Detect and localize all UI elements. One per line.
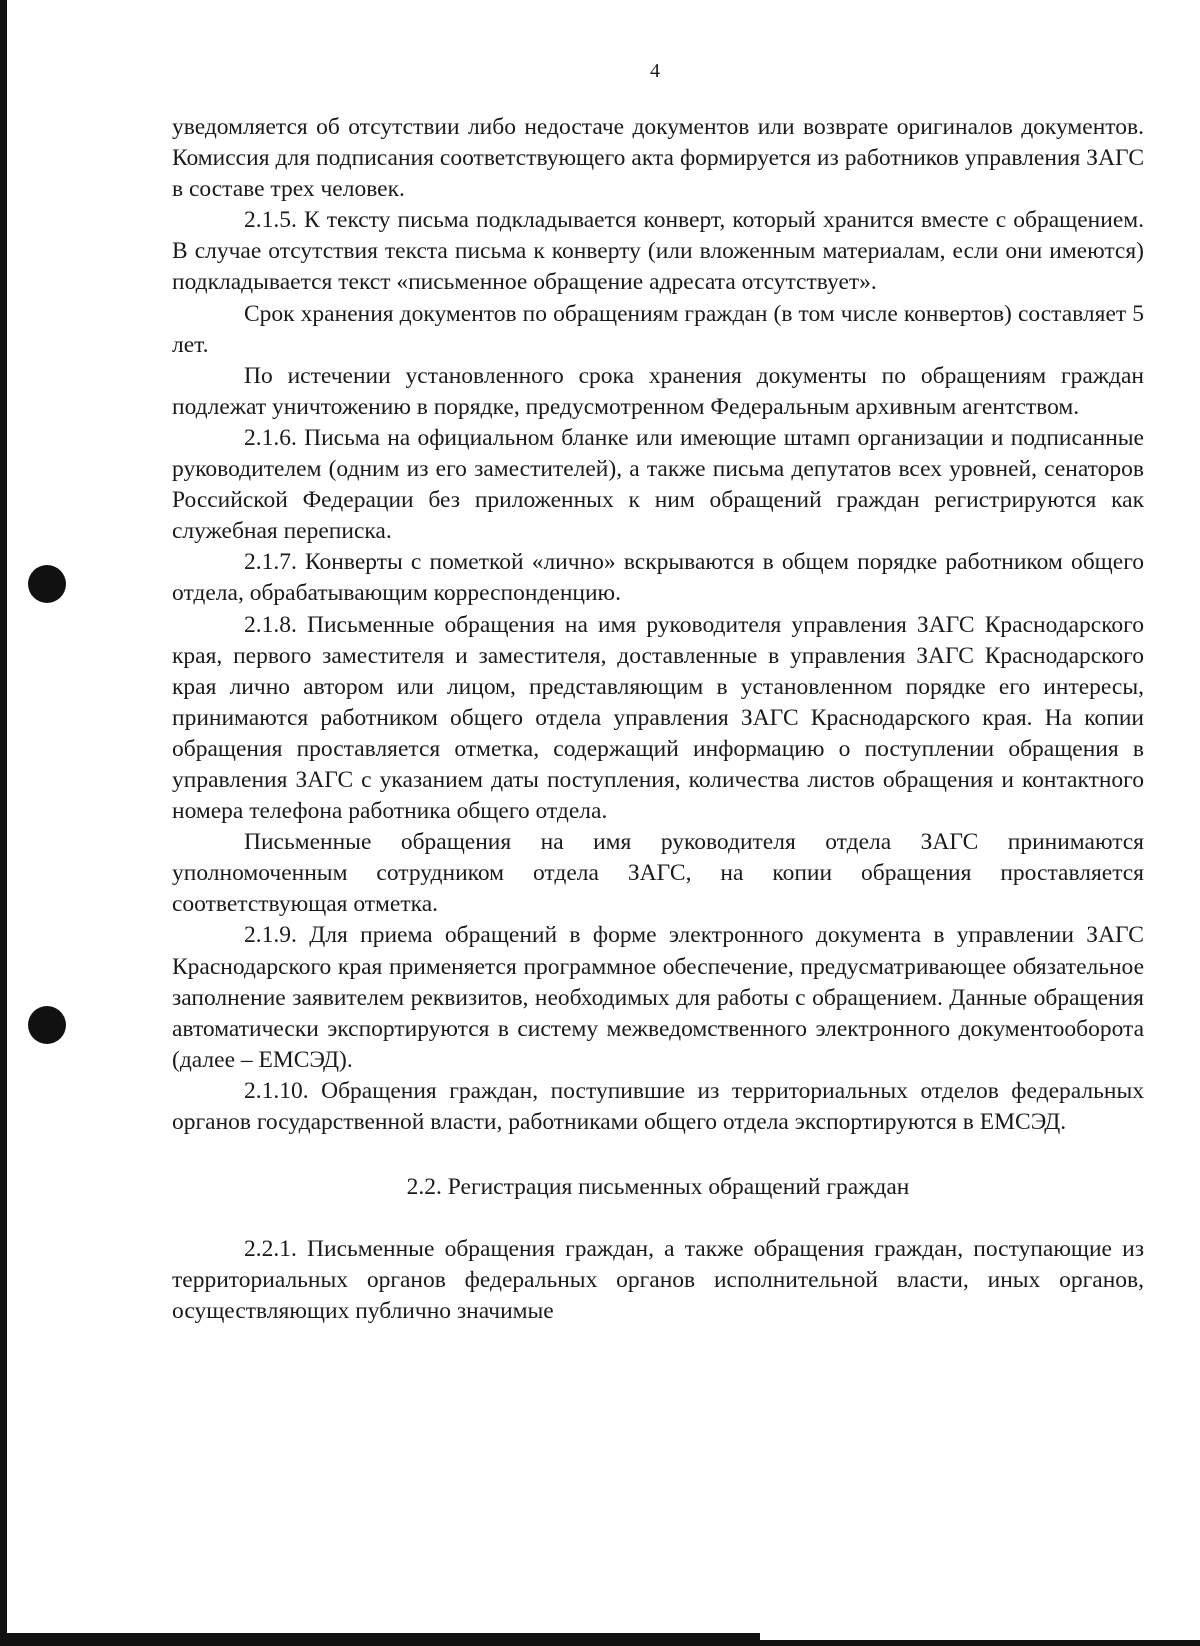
scan-edge-left [0,0,7,1646]
paragraph: 2.1.10. Обращения граждан, поступившие из территориальных отделов федеральных органов государственной власти, работниками общего отдела экспортируются в ЕМСЭД. [172,1077,1144,1135]
section-heading: 2.2. Регистрация письменных обращений граждан [406,1174,910,1201]
punch-hole-top [28,565,66,603]
paragraph: уведомляется об отсутствии либо недостаче документов или возврате оригиналов документов. Комиссия для подписания соответствующего акта формируется из работников управления ЗАГС в составе трех человек. [172,114,1144,203]
scan-edge-bottom [0,1633,760,1646]
page-number: 4 [650,60,660,82]
paragraph: 2.1.9. Для приема обращений в форме электронного документа в управлении ЗАГС Краснодарского края применяется программное обеспечение, предусматривающее обязательное заполнение заявителем реквизитов, необходимых для работы с обращением. Данные обращения автоматически экспортируются в систему межведомственного электронного документооборота (далее – ЕМСЭД). [172,922,1144,1073]
paragraph: По истечении установленного срока хранения документы по обращениям граждан подлежат уничтожению в порядке, предусмотренном Федеральным архивным агентством. [172,362,1144,420]
paragraph: Письменные обращения на имя руководителя отдела ЗАГС принимаются уполномоченным сотрудником отдела ЗАГС, на копии обращения проставляется соответствующая отметка. [172,829,1144,918]
scan-edge-bottom-thin [760,1640,1200,1646]
paragraph: 2.1.8. Письменные обращения на имя руководителя управления ЗАГС Краснодарского края, первого заместителя и заместителя, доставленные в управления ЗАГС Краснодарского края лично автором или лицом, представляющим в установленном порядке его интересы, принимаются работником общего отдела управления ЗАГС Краснодарского края. На копии обращения проставляется отметка, содержащий информацию о поступлении обращения в управления ЗАГС с указанием даты поступления, количества листов обращения и контактного номера телефона работника общего отдела. [172,611,1144,825]
paragraph: 2.2.1. Письменные обращения граждан, а также обращения граждан, поступающие из территориальных органов федеральных органов исполнительной власти, иных органов, осуществляющих публично значимые [172,1236,1144,1325]
paragraph: 2.1.5. К тексту письма подкладывается конверт, который хранится вместе с обращением. В случае отсутствия текста письма к конверту (или вложенным материалам, если они имеются) подкладывается текст «письменное обращение адресата отсутствует». [172,207,1144,296]
paragraph: 2.1.6. Письма на официальном бланке или имеющие штамп организации и подписанные руководителем (одним из его заместителей), а также письма депутатов всех уровней, сенаторов Российской Федерации без приложенных к ним обращений граждан регистрируются как служебная переписка. [172,424,1144,545]
paragraph: Срок хранения документов по обращениям граждан (в том числе конвертов) составляет 5 лет. [172,300,1144,358]
punch-hole-bottom [28,1006,66,1044]
document-body [172,112,1144,1327]
paragraph: 2.1.7. Конверты с пометкой «лично» вскрываются в общем порядке работником общего отдела, обрабатывающим корреспонденцию. [172,549,1144,607]
